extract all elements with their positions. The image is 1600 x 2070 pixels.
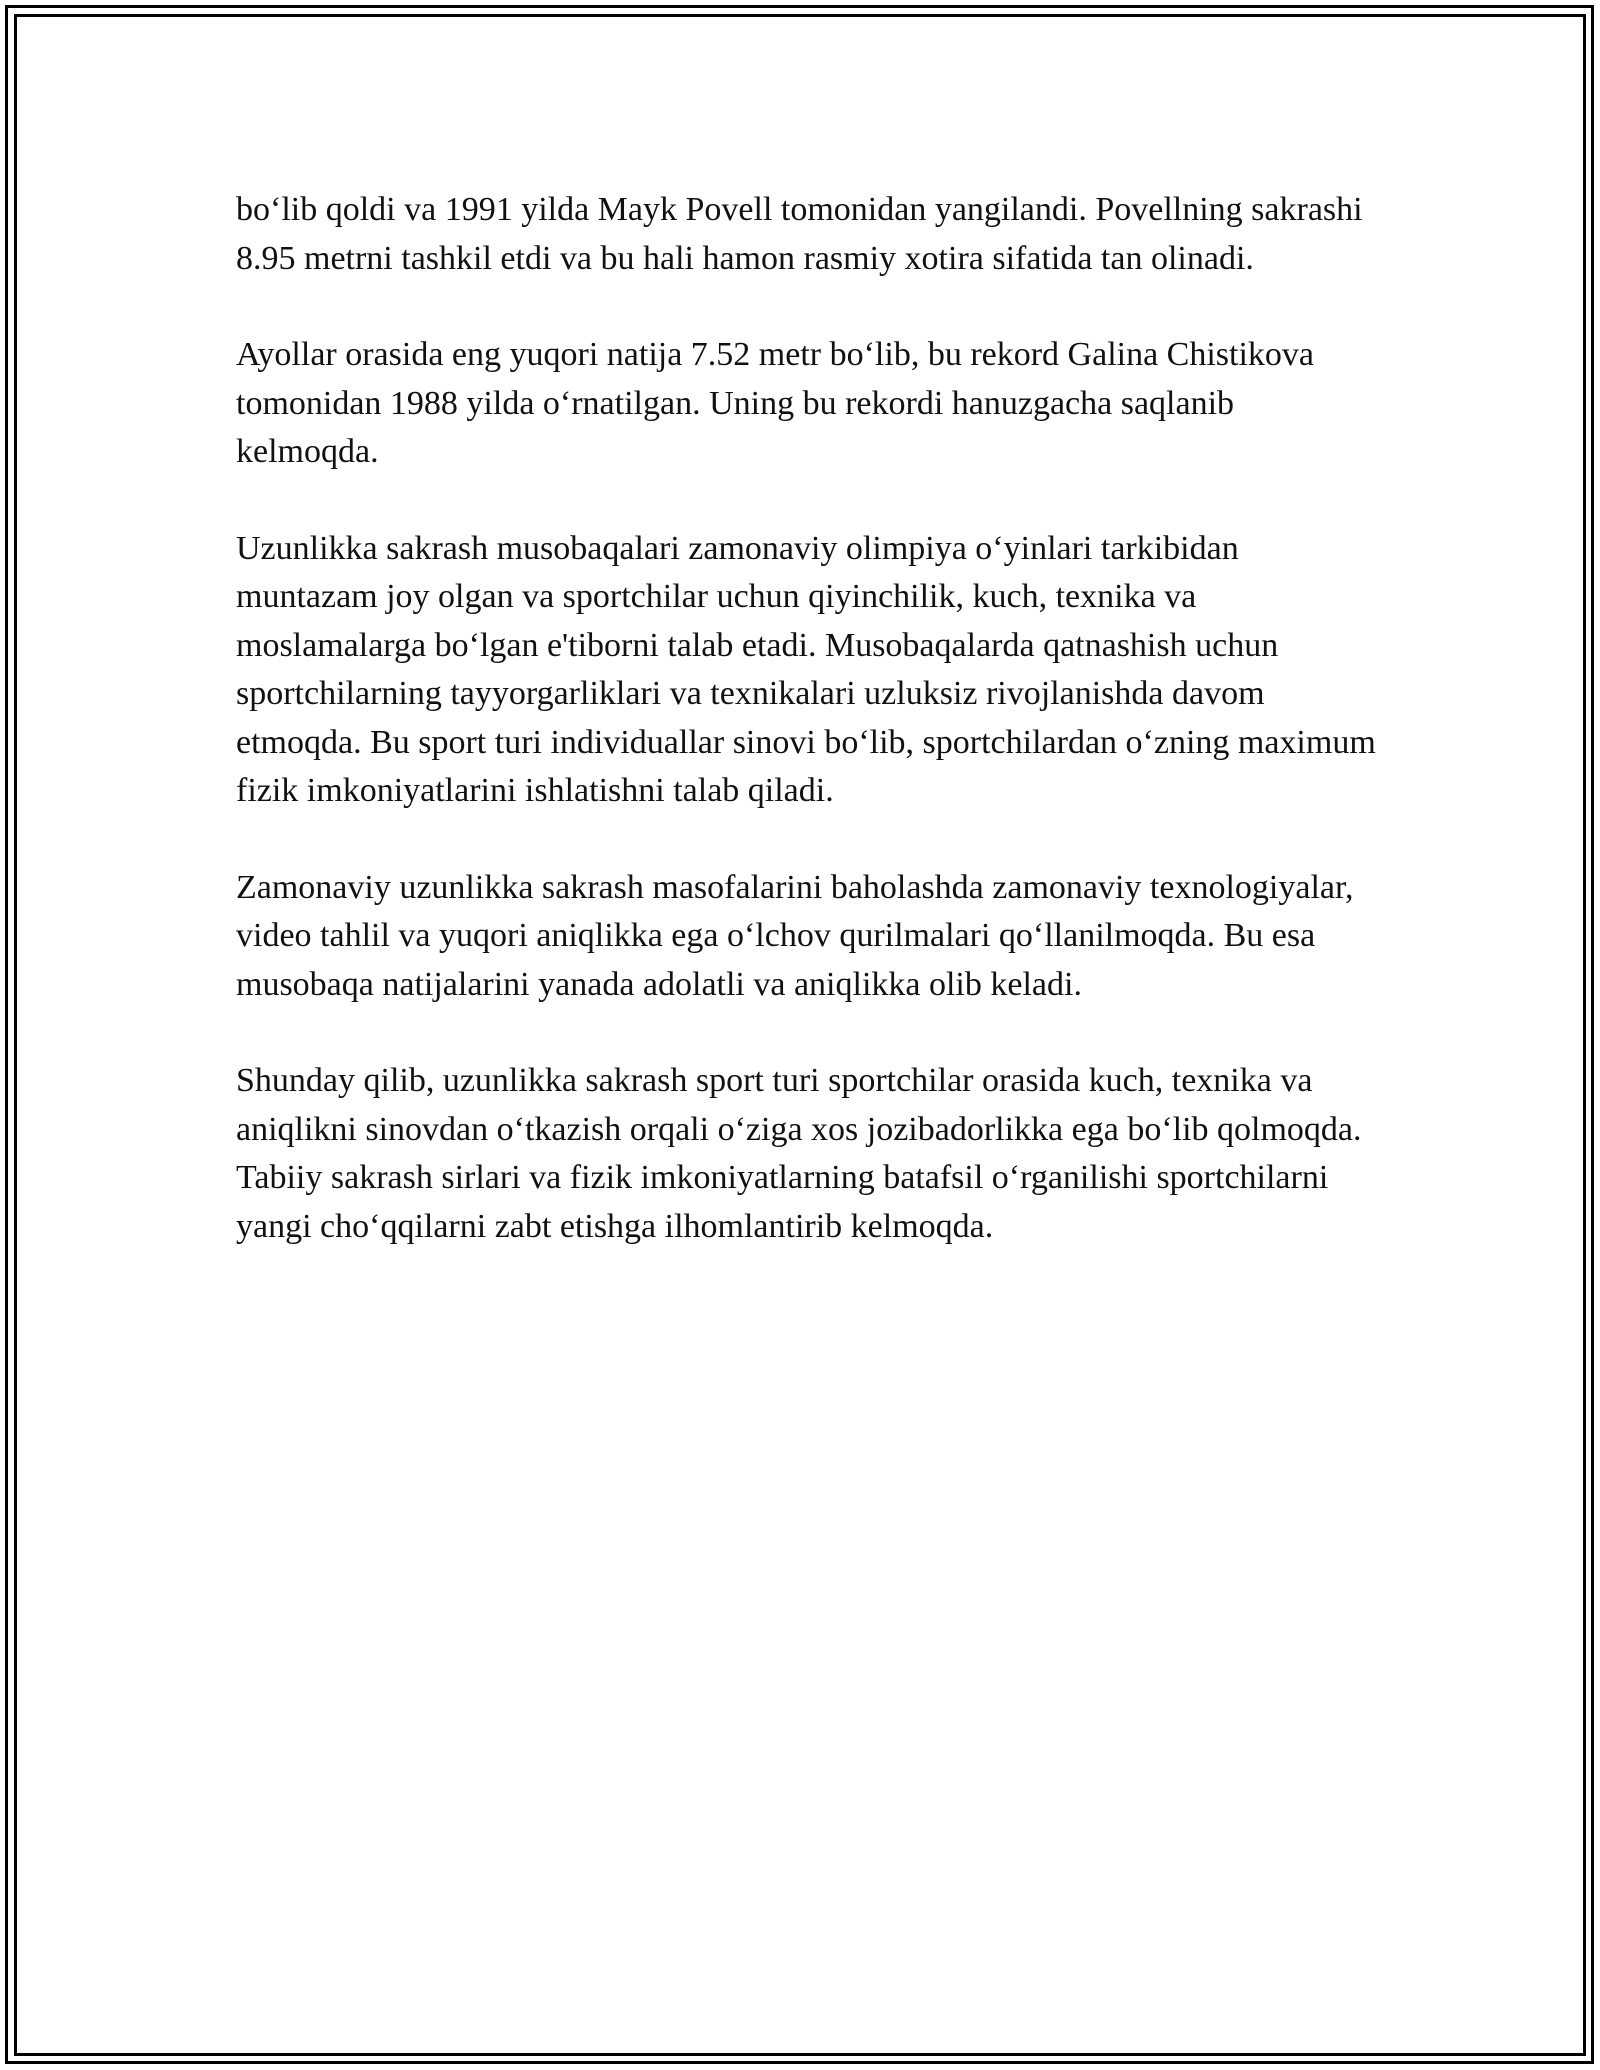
paragraph: Ayollar orasida eng yuqori natija 7.52 metr bo‘lib, bu rekord Galina Chistikova tomonidan 1988 yilda o‘rnatilgan. Uning bu rekordi hanuzgacha saqlanib kelmoqda.	[236, 336, 1315, 470]
paragraph: Uzunlikka sakrash musobaqalari zamonaviy olimpiya o‘yinlari tarkibidan muntazam joy olgan va sportchilar uchun qiyinchilik, kuch, texnika va moslamalarga bo‘lgan e'tiborni talab etadi. Musobaqalarda qatnashish uchun sportchilarning tayyorgarliklari va texnikalari uzluksiz rivojlanishda davom etmoqda. Bu sport turi individuallar sinovi bo‘lib, sportchilardan o‘zning maximum fizik imkoniyatlarini ishlatishni talab qiladi.	[236, 529, 1376, 809]
paragraph: bo‘lib qoldi va 1991 yilda Mayk Povell tomonidan yangilandi. Povellning sakrashi 8.95 metrni tashkil etdi va bu hali hamon rasmiy xotira sifatida tan olinadi.	[236, 191, 1363, 277]
paragraph: Shunday qilib, uzunlikka sakrash sport turi sportchilar orasida kuch, texnika va aniqlikni sinovdan o‘tkazish orqali o‘ziga xos jozibadorlikka ega bo‘lib qolmoqda. Tabiiy sakrash sirlari va fizik imkoniyatlarning batafsil o‘rganilishi sportchilarni yangi cho‘qqilarni zabt etishga ilhomlantirib kelmoqda.	[236, 1062, 1362, 1245]
document-body	[236, 186, 1376, 1299]
paragraph: Zamonaviy uzunlikka sakrash masofalarini baholashda zamonaviy texnologiyalar, video tahlil va yuqori aniqlikka ega o‘lchov qurilmalari qo‘llanilmoqda. Bu esa musobaqa natijalarini yanada adolatli va aniqlikka olib keladi.	[236, 868, 1354, 1003]
